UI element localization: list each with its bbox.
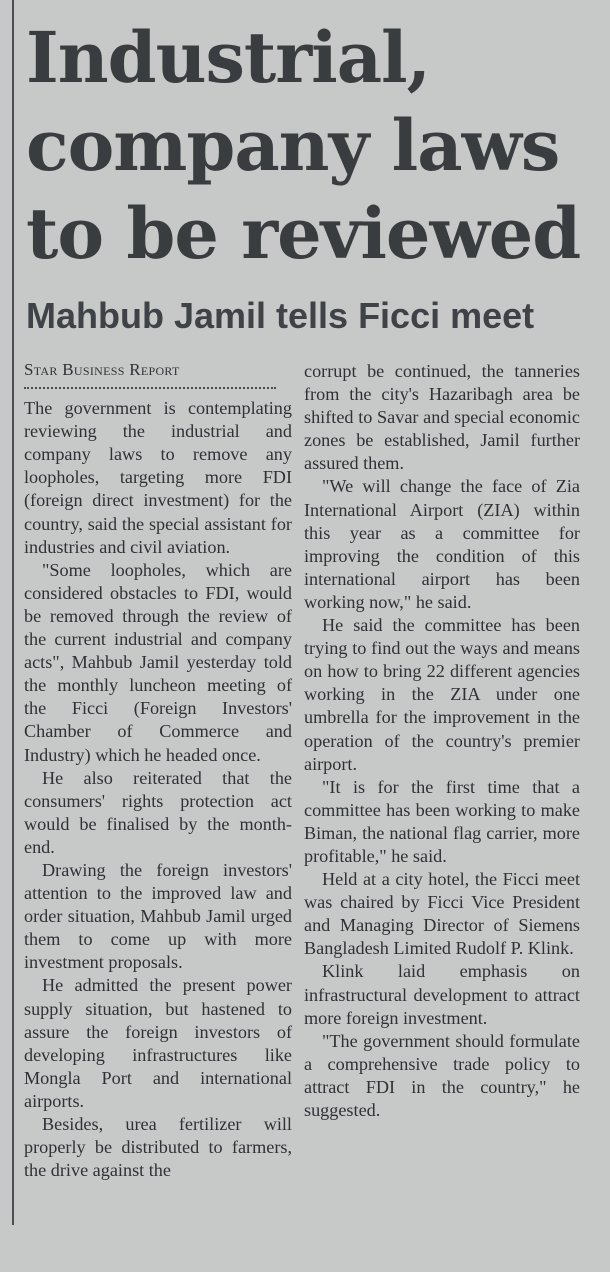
paragraph: Besides, urea fertilizer will properly be distributed to farmers, the drive against the [24, 1114, 292, 1181]
paragraph: The government is contemplating reviewing the industrial and company laws to remove any loopholes, targeting more FDI (foreign direct investment) for the country, said the special assistant for industries and civil aviation. [24, 398, 292, 557]
paragraph: Held at a city hotel, the Ficci meet was chaired by Ficci Vice President and Managing Director of Siemens Bangladesh Limited Rudolf P. Klink. [304, 869, 580, 959]
paragraph: Klink laid emphasis on infrastructural development to attract more foreign investment. [304, 961, 580, 1028]
headline [26, 14, 606, 278]
paragraph: "Some loopholes, which are considered obstacles to FDI, would be removed through the review of the current industrial and company acts", Mahbub Jamil yesterday told the monthly luncheon meeting of the Ficci (Foreign Investors' Chamber of Commerce and Industry) which he headed once. [24, 559, 292, 765]
subheadline: Mahbub Jamil tells Ficci meet [26, 295, 535, 336]
byline: Star Business Report [24, 360, 180, 379]
paragraph: Drawing the foreign investors' attention to the improved law and order situation, Mahbub Jamil urged them to come up with more investment proposals. [24, 859, 292, 973]
paragraph: "We will change the face of Zia International Airport (ZIA) within this year as a committee for improving the condition of this international airport has been working now," he said. [304, 476, 580, 612]
article-column-right [304, 360, 580, 1122]
headline-line: company laws [26, 104, 560, 187]
headline-line: to be reviewed [26, 192, 581, 275]
paragraph: corrupt be continued, the tanneries from the city's Hazaribagh area be shifted to Savar and special economic zones be established, Jamil further assured them. [304, 361, 580, 474]
article-column-left [24, 358, 292, 1182]
paragraph: "The government should formulate a comprehensive trade policy to attract FDI in the country," he suggested. [304, 1030, 580, 1120]
column-rule [12, 0, 14, 1225]
paragraph: He said the committee has been trying to find out the ways and means on how to bring 22 different agencies working in the ZIA under one umbrella for the improvement in the operation of the country's premier airport. [304, 615, 580, 774]
paragraph: He also reiterated that the consumers' rights protection act would be finalised by the month-end. [24, 767, 292, 857]
paragraph: "It is for the first time that a committee has been working to make Biman, the national flag carrier, more profitable," he said. [304, 776, 580, 866]
dotted-divider [24, 387, 276, 389]
paragraph: He admitted the present power supply situation, but hastened to assure the foreign investors of developing infrastructures like Mongla Port and international airports. [24, 975, 292, 1111]
headline-line: Industrial, [26, 16, 431, 99]
